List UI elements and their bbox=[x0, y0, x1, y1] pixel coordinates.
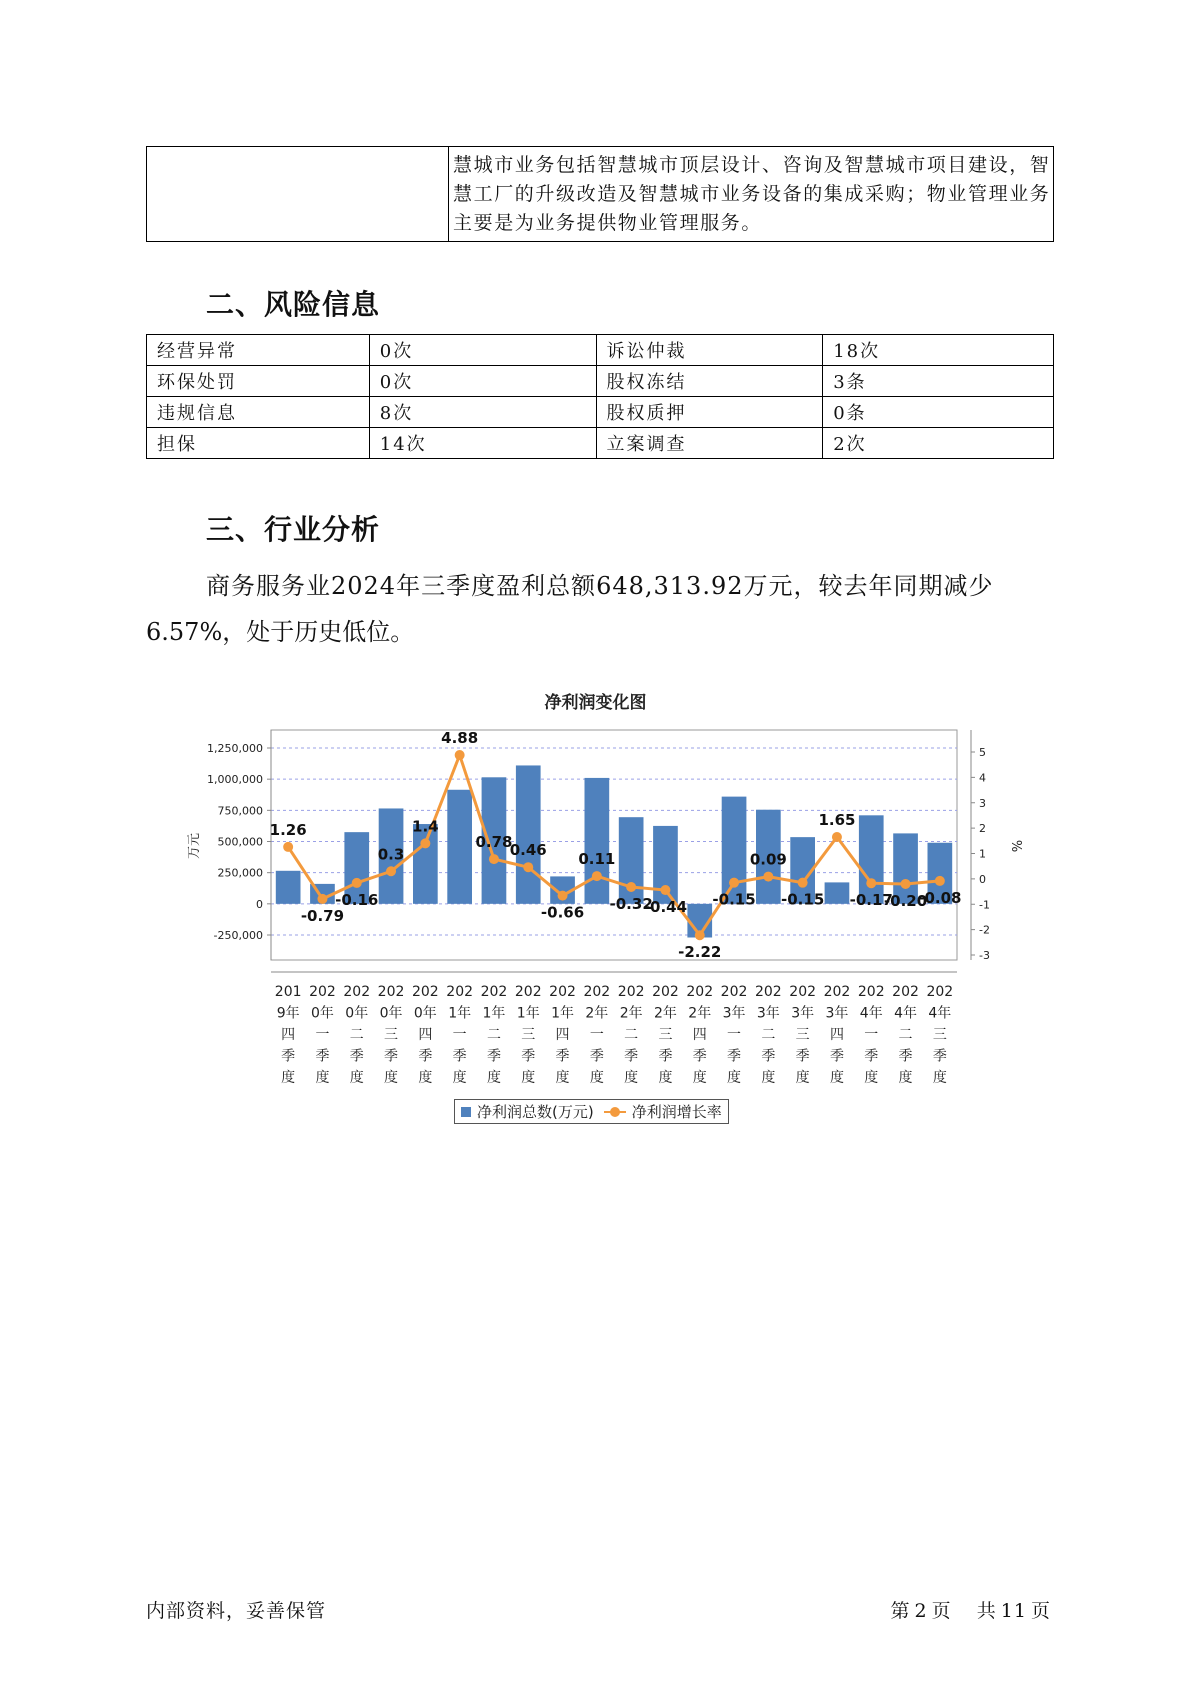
x-tick-label: 季 bbox=[486, 1048, 501, 1065]
risk-item-label: 股权冻结 bbox=[596, 366, 823, 397]
growth-point bbox=[352, 878, 362, 888]
x-tick-label: 度 bbox=[418, 1070, 433, 1086]
bar bbox=[585, 778, 610, 904]
growth-point bbox=[317, 894, 327, 904]
growth-point bbox=[832, 832, 842, 842]
y-axis-label: 万元 bbox=[187, 832, 202, 860]
growth-point bbox=[523, 862, 533, 872]
x-tick-label: 3年 bbox=[825, 1005, 849, 1022]
section-heading-risk: 二、风险信息 bbox=[206, 288, 381, 321]
growth-point bbox=[798, 878, 808, 888]
y2-axis-label: % bbox=[1008, 839, 1023, 853]
page-prefix: 第 bbox=[890, 1600, 911, 1622]
paragraph-line-2: 6.57%，处于历史低位。 bbox=[146, 618, 415, 646]
bar bbox=[516, 765, 541, 903]
risk-item-value: 0条 bbox=[823, 397, 1054, 428]
y-tick-label: 500,000 bbox=[217, 835, 263, 849]
x-tick-label: 季 bbox=[898, 1048, 913, 1065]
x-tick-label: 二 bbox=[486, 1027, 501, 1043]
growth-point bbox=[729, 878, 739, 888]
legend-line-swatch bbox=[604, 1107, 626, 1117]
x-tick-label: 季 bbox=[624, 1048, 639, 1065]
chart-legend bbox=[454, 1099, 729, 1124]
risk-item-value: 8次 bbox=[369, 397, 596, 428]
y-tick-label: 250,000 bbox=[217, 866, 263, 880]
risk-item-label: 立案调查 bbox=[596, 428, 823, 459]
x-tick-label: 季 bbox=[829, 1048, 844, 1065]
y2-tick-label: 2 bbox=[979, 822, 986, 836]
growth-data-label: 0.11 bbox=[578, 850, 616, 869]
x-tick-label: 季 bbox=[727, 1048, 742, 1065]
growth-data-label: -0.16 bbox=[335, 890, 379, 909]
x-tick-label: 度 bbox=[349, 1070, 364, 1086]
risk-item-value: 0次 bbox=[369, 366, 596, 397]
x-tick-label: 度 bbox=[624, 1070, 639, 1086]
growth-data-label: -0.79 bbox=[300, 906, 345, 925]
x-tick-label: 季 bbox=[761, 1048, 776, 1065]
x-tick-label: 0年 bbox=[413, 1005, 437, 1022]
x-tick-label: 季 bbox=[932, 1048, 947, 1065]
growth-data-label: 1.4 bbox=[412, 817, 439, 836]
x-tick-label: 202 bbox=[926, 984, 954, 1000]
x-tick-label: 季 bbox=[658, 1048, 673, 1065]
growth-point bbox=[592, 871, 602, 881]
bar bbox=[413, 824, 438, 904]
paragraph-line-1: 商务服务业2024年三季度盈利总额648,313.92万元，较去年同期减少 bbox=[206, 572, 994, 600]
x-tick-label: 二 bbox=[624, 1027, 639, 1043]
x-tick-label: 季 bbox=[384, 1048, 399, 1065]
x-tick-label: 202 bbox=[789, 984, 817, 1000]
x-tick-label: 季 bbox=[452, 1048, 467, 1065]
growth-point bbox=[660, 885, 670, 895]
x-tick-label: 202 bbox=[343, 984, 371, 1000]
x-tick-label: 二 bbox=[349, 1027, 364, 1043]
growth-point bbox=[455, 750, 465, 760]
page-unit: 页 bbox=[931, 1600, 952, 1622]
page-number: 2 bbox=[914, 1600, 928, 1622]
x-tick-label: 2年 bbox=[585, 1005, 609, 1022]
x-tick-label: 0年 bbox=[310, 1005, 334, 1022]
x-tick-label: 度 bbox=[521, 1070, 536, 1086]
growth-point bbox=[626, 882, 636, 892]
x-tick-label: 202 bbox=[549, 984, 576, 1000]
x-tick-label: 3年 bbox=[791, 1005, 815, 1022]
x-tick-label: 度 bbox=[761, 1070, 776, 1086]
y-tick-label: 1,000,000 bbox=[207, 773, 263, 787]
growth-point bbox=[901, 879, 911, 889]
x-tick-label: 202 bbox=[823, 984, 851, 1000]
growth-data-label: -0.15 bbox=[781, 890, 825, 909]
y2-tick-label: -3 bbox=[979, 949, 990, 962]
legend-bar-swatch bbox=[461, 1107, 471, 1117]
x-tick-label: 202 bbox=[617, 984, 645, 1000]
y-tick-label: 0 bbox=[256, 897, 263, 911]
x-tick-label: 度 bbox=[898, 1070, 913, 1086]
bar bbox=[722, 797, 747, 904]
x-tick-label: 四 bbox=[829, 1027, 844, 1043]
x-tick-label: 季 bbox=[349, 1048, 364, 1065]
growth-data-label: -0.17 bbox=[849, 891, 893, 910]
x-tick-label: 季 bbox=[589, 1048, 604, 1065]
x-tick-label: 度 bbox=[692, 1070, 707, 1086]
x-tick-label: 3年 bbox=[722, 1005, 746, 1022]
total-prefix: 共 bbox=[976, 1600, 997, 1622]
x-tick-label: 度 bbox=[589, 1070, 604, 1086]
x-tick-label: 度 bbox=[658, 1070, 673, 1086]
x-tick-label: 季 bbox=[281, 1048, 296, 1065]
x-tick-label: 四 bbox=[692, 1027, 707, 1043]
x-tick-label: 度 bbox=[555, 1070, 570, 1086]
x-tick-label: 三 bbox=[658, 1027, 673, 1043]
y2-tick-label: 0 bbox=[979, 872, 986, 886]
x-tick-label: 202 bbox=[754, 984, 782, 1000]
x-tick-label: 季 bbox=[795, 1048, 810, 1065]
growth-data-label: 0.3 bbox=[377, 845, 405, 864]
growth-data-label: -0.15 bbox=[712, 890, 756, 909]
x-tick-label: 季 bbox=[864, 1048, 879, 1065]
growth-point bbox=[420, 838, 430, 848]
x-tick-label: 一 bbox=[864, 1027, 879, 1043]
growth-data-label: 4.88 bbox=[441, 729, 479, 748]
y2-tick-label: -1 bbox=[979, 898, 990, 912]
x-tick-label: 一 bbox=[589, 1027, 604, 1043]
x-tick-label: 1年 bbox=[482, 1005, 506, 1022]
growth-point bbox=[763, 872, 773, 882]
legend-bar-label: 净利润总数(万元) bbox=[477, 1103, 594, 1121]
growth-data-label: 0.09 bbox=[749, 850, 787, 869]
business-scope-text: 慧城市业务包括智慧城市顶层设计、咨询及智慧城市项目建设，智慧工厂的升级改造及智慧城市业务设备的集成采购；物业管理业务主要是为业务提供物业管理服务。 bbox=[453, 154, 1051, 234]
x-tick-label: 202 bbox=[686, 984, 714, 1000]
y2-tick-label: 5 bbox=[979, 746, 986, 759]
bar bbox=[276, 871, 301, 904]
risk-item-label: 股权质押 bbox=[596, 397, 823, 428]
x-tick-label: 度 bbox=[315, 1070, 330, 1086]
x-tick-label: 一 bbox=[315, 1027, 330, 1043]
x-tick-label: 季 bbox=[521, 1048, 536, 1065]
x-tick-label: 4年 bbox=[859, 1005, 883, 1022]
x-tick-label: 0年 bbox=[345, 1005, 369, 1022]
y2-tick-label: -2 bbox=[979, 923, 990, 937]
x-tick-label: 季 bbox=[692, 1048, 707, 1065]
x-tick-label: 三 bbox=[521, 1027, 536, 1043]
growth-point bbox=[489, 854, 499, 864]
x-tick-label: 202 bbox=[892, 984, 919, 1000]
y2-tick-label: 1 bbox=[979, 847, 986, 861]
y2-tick-label: 3 bbox=[979, 796, 986, 810]
growth-point bbox=[558, 891, 568, 901]
x-tick-label: 202 bbox=[411, 984, 439, 1000]
x-tick-label: 季 bbox=[555, 1048, 570, 1065]
risk-item-value: 0次 bbox=[369, 335, 596, 366]
x-tick-label: 四 bbox=[418, 1027, 433, 1043]
x-tick-label: 202 bbox=[720, 984, 748, 1000]
x-tick-label: 9年 bbox=[276, 1005, 300, 1022]
x-tick-label: 202 bbox=[514, 984, 542, 1000]
plot-area bbox=[271, 730, 957, 960]
risk-item-value: 18次 bbox=[823, 335, 1054, 366]
x-tick-label: 度 bbox=[281, 1070, 296, 1086]
x-tick-label: 度 bbox=[864, 1070, 879, 1086]
x-tick-label: 3年 bbox=[756, 1005, 780, 1022]
y-tick-label: -250,000 bbox=[213, 929, 263, 942]
growth-point bbox=[866, 878, 876, 888]
x-tick-label: 202 bbox=[583, 984, 611, 1000]
y-tick-label: 750,000 bbox=[217, 804, 263, 818]
bar bbox=[447, 790, 472, 904]
growth-data-label: 0.46 bbox=[509, 841, 547, 860]
growth-point bbox=[935, 876, 945, 886]
growth-data-label: 1.26 bbox=[269, 820, 307, 839]
x-tick-label: 度 bbox=[384, 1070, 399, 1086]
x-tick-label: 202 bbox=[377, 984, 405, 1000]
x-tick-label: 201 bbox=[274, 984, 302, 1000]
x-tick-label: 2年 bbox=[619, 1005, 643, 1022]
x-tick-label: 2年 bbox=[688, 1005, 712, 1022]
growth-data-label: -0.08 bbox=[918, 888, 962, 907]
bar bbox=[825, 882, 850, 903]
x-tick-label: 一 bbox=[727, 1027, 742, 1043]
growth-data-label: 1.65 bbox=[818, 811, 856, 830]
section-heading-industry: 三、行业分析 bbox=[206, 513, 381, 546]
x-tick-label: 季 bbox=[315, 1048, 330, 1065]
x-tick-label: 1年 bbox=[516, 1005, 540, 1022]
x-tick-label: 四 bbox=[281, 1027, 296, 1043]
growth-data-label: -2.22 bbox=[678, 943, 722, 962]
total-unit: 页 bbox=[1030, 1600, 1051, 1622]
growth-data-label: 0.78 bbox=[475, 833, 513, 852]
footer-page-info bbox=[889, 1596, 1053, 1623]
y-tick-label: 1,250,000 bbox=[207, 742, 263, 755]
x-tick-label: 202 bbox=[480, 984, 508, 1000]
risk-item-label: 违规信息 bbox=[147, 397, 370, 428]
x-tick-label: 202 bbox=[857, 984, 885, 1000]
growth-data-label: -0.44 bbox=[643, 898, 688, 917]
x-tick-label: 三 bbox=[384, 1027, 399, 1043]
x-tick-label: 0年 bbox=[379, 1005, 403, 1022]
growth-data-label: -0.66 bbox=[540, 903, 585, 922]
growth-data-label: -0.20 bbox=[883, 891, 928, 910]
total-pages: 11 bbox=[1000, 1600, 1027, 1622]
growth-point bbox=[386, 866, 396, 876]
risk-item-label: 环保处罚 bbox=[147, 366, 370, 397]
x-tick-label: 度 bbox=[795, 1070, 810, 1086]
x-tick-label: 四 bbox=[555, 1027, 570, 1043]
growth-data-label: -0.32 bbox=[609, 894, 653, 913]
x-tick-label: 1年 bbox=[551, 1005, 575, 1022]
x-tick-label: 二 bbox=[898, 1027, 913, 1043]
x-tick-label: 2年 bbox=[653, 1005, 677, 1022]
x-tick-label: 三 bbox=[932, 1027, 947, 1043]
x-tick-label: 202 bbox=[652, 984, 679, 1000]
x-tick-label: 202 bbox=[309, 984, 336, 1000]
risk-item-value: 14次 bbox=[369, 428, 596, 459]
x-tick-label: 度 bbox=[452, 1070, 467, 1086]
x-tick-label: 季 bbox=[418, 1048, 433, 1065]
x-tick-label: 一 bbox=[452, 1027, 467, 1043]
risk-item-value: 2次 bbox=[823, 428, 1054, 459]
x-tick-label: 4年 bbox=[928, 1005, 952, 1022]
x-tick-label: 度 bbox=[829, 1070, 844, 1086]
chart-title: 净利润变化图 bbox=[544, 693, 647, 713]
x-tick-label: 度 bbox=[486, 1070, 501, 1086]
risk-item-label: 担保 bbox=[147, 428, 370, 459]
x-tick-label: 1年 bbox=[448, 1005, 472, 1022]
x-tick-label: 二 bbox=[761, 1027, 776, 1043]
risk-item-label: 经营异常 bbox=[147, 335, 370, 366]
x-tick-label: 度 bbox=[932, 1070, 947, 1086]
risk-item-value: 3条 bbox=[823, 366, 1054, 397]
x-tick-label: 度 bbox=[727, 1070, 742, 1086]
risk-item-label: 诉讼仲裁 bbox=[596, 335, 823, 366]
legend-line-label: 净利润增长率 bbox=[631, 1103, 722, 1121]
x-tick-label: 三 bbox=[795, 1027, 810, 1043]
x-tick-label: 4年 bbox=[894, 1005, 918, 1022]
growth-point bbox=[695, 930, 705, 940]
growth-point bbox=[283, 842, 293, 852]
x-tick-label: 202 bbox=[446, 984, 474, 1000]
footer-confidential-note: 内部资料，妥善保管 bbox=[146, 1600, 327, 1622]
y2-tick-label: 4 bbox=[979, 771, 986, 785]
